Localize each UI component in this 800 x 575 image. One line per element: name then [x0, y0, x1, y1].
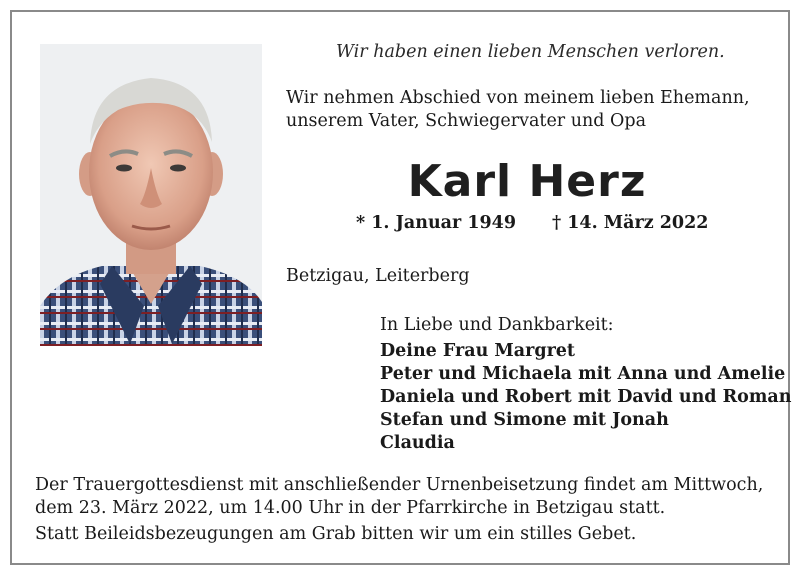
mourner-item: Daniela und Robert mit David und Roman: [380, 387, 792, 407]
service-line-2: dem 23. März 2022, um 14.00 Uhr in der Pfarrkirche in Betzigau statt.: [35, 498, 666, 518]
intro-line: Wir haben einen lieben Menschen verloren.: [336, 42, 725, 62]
birth-date: * 1. Januar 1949: [356, 213, 517, 233]
mourners-list: [380, 340, 791, 455]
condolence-note: Statt Beileidsbezeugungen am Grab bitten wir um ein stilles Gebet.: [35, 524, 637, 544]
thanks-heading: In Liebe und Dankbarkeit:: [380, 315, 614, 335]
place-of-residence: Betzigau, Leiterberg: [286, 266, 470, 286]
death-date: † 14. März 2022: [552, 213, 709, 233]
mourner-item: Peter und Michaela mit Anna und Amelie: [380, 364, 786, 384]
service-line-1: Der Trauergottesdienst mit anschließender Urnenbeisetzung findet am Mittwoch,: [35, 475, 764, 495]
portrait-photo: [40, 44, 262, 346]
mourner-item: Claudia: [380, 433, 455, 453]
farewell-line-2: unserem Vater, Schwiegervater und Opa: [286, 111, 647, 131]
mourner-item: Stefan und Simone mit Jonah: [380, 410, 669, 430]
deceased-name: Karl Herz: [407, 156, 647, 207]
mourner-item: Deine Frau Margret: [380, 341, 576, 361]
farewell-line-1: Wir nehmen Abschied von meinem lieben Ehemann,: [286, 88, 750, 108]
